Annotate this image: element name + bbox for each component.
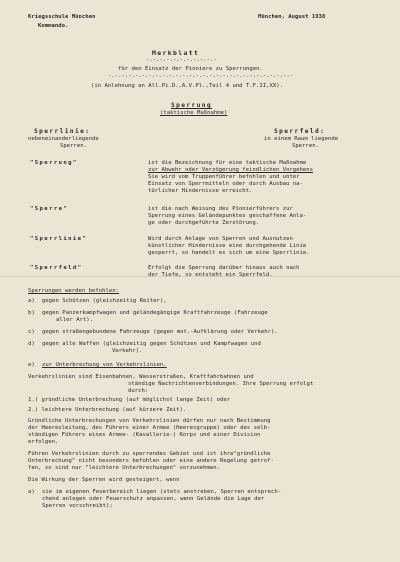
- title-rule: -.-.-.-.-.-.-.-.-.-.-: [146, 57, 217, 63]
- org-line-1: Kriegsschule München: [28, 14, 96, 20]
- order-label: a): [28, 298, 35, 304]
- place-date: München, August 1938: [258, 14, 326, 20]
- def-sperre-line: ist die nach Weisung des Pionierführers zur: [148, 206, 293, 212]
- order-text: gegen straßengebundene Fahrzeuge (gegen mot.-Aufklärung oder Verkehr).: [42, 329, 278, 335]
- def-sperrlinie-line: Wird durch Anlage von Sperren und Ausnutzen: [148, 236, 293, 242]
- def-sperrung-line: Einsatz von Sperrmitteln oder durch Ausbau na-: [148, 181, 303, 187]
- traffic-para: Unterbrechung" nicht besonders befohlen oder eine andere Regelung getrof-: [28, 458, 274, 464]
- def-sperrung-line: zur Abwehr oder Verzögerung feindlichen Vorgehens: [148, 167, 314, 173]
- order-text: aller Art).: [56, 317, 94, 323]
- def-sperrlinie-line: gesperrt, so handelt es sich um eine Sperrlinie.: [148, 250, 310, 256]
- term-sperrfeld: "Sperrfeld": [30, 265, 83, 271]
- order-text: Verkehr).: [112, 348, 143, 354]
- sperrlinie-desc-2: Sperren.: [60, 143, 87, 149]
- def-sperrlinie-line: künstlicher Hindernisse eine durchgehende Linie: [148, 243, 307, 249]
- order-text: gegen Panzerkampfwagen und geländegängige Kraftfahrzeuge (Fahrzeuge: [42, 310, 268, 316]
- effect-text: chend anlegen oder Feuerschutz anpassen, wenn Gelände die Lage der: [42, 496, 265, 502]
- def-sperrung-line: ist die Bezeichnung für eine taktische Maßnahme: [148, 160, 307, 166]
- traffic-para: Führen Verkehrslinien durch zu sperrendes Gebiet und ist ihre"gründliche: [28, 451, 271, 457]
- traffic-text: Verkehrslinien sind Eisenbahnen, Wasserstraßen, Kraftfahrbahnen und: [28, 374, 254, 380]
- traffic-text: durch:: [128, 388, 149, 394]
- sperrlinie-title: Sperrlinie:: [34, 128, 91, 135]
- effect-heading: Die Wirkung der Sperren wird gesteigert, wenn: [28, 477, 180, 483]
- traffic-para: erfolgen.: [28, 439, 59, 445]
- orders-heading: Sperrungen werden befohlen:: [28, 288, 119, 294]
- traffic-para: ständigen Führers eines Armee- (Kavallerie-) Korps und einer Division: [28, 432, 261, 438]
- order-label: d): [28, 341, 35, 347]
- def-sperrung-line: Sie wird vom Truppenführer befohlen und unter: [148, 174, 300, 180]
- traffic-para: Gründliche Unterbrechungen von Verkehrslinien dürfen nur nach Bestimmung: [28, 418, 271, 424]
- section-heading-sperrung: Sperrung: [171, 102, 213, 109]
- def-sperre-line: Sperrung eines Geländepunktes geschaffene Anla-: [148, 213, 307, 219]
- effect-text: Sperren vorschreibt);: [42, 503, 113, 509]
- order-text: gegen alle Waffen (gleichzeitig gegen Schützen und Kampfwagen und: [42, 341, 261, 347]
- term-sperrlinie: "Sperrlinie": [30, 236, 88, 242]
- sperrfeld-desc-2: Sperren.: [292, 143, 319, 149]
- sperrfeld-title: Sperrfeld:: [274, 128, 326, 135]
- def-sperrung-line: türlicher Hindernisse erreicht.: [148, 188, 253, 194]
- def-sperrfeld-line: Erfolgt die Sperrung darüber hinaus auch nach: [148, 265, 300, 271]
- order-text: zur Unterbrechung von Verkehrslinien.: [42, 362, 167, 368]
- def-sperrfeld-line: der Tiefe, so entsteht ein Sperrfeld.: [148, 272, 273, 278]
- effect-text: sie im eigenen Feuerbereich liegen (stets anstreben, Sperren entsprech-: [42, 489, 282, 495]
- term-sperrung: "Sperrung": [30, 160, 78, 166]
- traffic-text: ständige Nachrichtenverbindungen. Ihre Sperrung erfolgt: [128, 381, 314, 387]
- org-line-2: Kommando.: [38, 23, 69, 29]
- order-label: e): [28, 362, 35, 368]
- traffic-item: 2.) leichtere Unterbrechung (auf kürzere Zeit).: [28, 407, 187, 413]
- order-label: c): [28, 329, 35, 335]
- sperrlinie-desc-1: nebeneinanderliegende: [28, 136, 99, 142]
- effect-label: a): [28, 489, 35, 495]
- doc-reference: (in Anlehnung an All.Pi.D.,A.V.Pl.,Teil 4 und T.F.II,XX).: [91, 83, 283, 89]
- order-label: b): [28, 310, 35, 316]
- traffic-para: der Heeresleitung, des Führers einer Armee (Heeresgruppe) oder des selb-: [28, 425, 271, 431]
- term-sperre: "Sperre": [30, 206, 69, 212]
- def-sperre-line: ge oder durchgeführte Zerstörung.: [148, 220, 260, 226]
- doc-title: Merkblatt: [152, 49, 200, 57]
- traffic-item: 1.) gründliche Unterbrechung (auf möglichst lange Zeit) oder: [28, 397, 231, 403]
- subtitle-rule: -.-.-.-.-.-.-.-.-.-.-.-.-.-.-.-.-.-.-.-.-.-.-.-.-.-.-.-: [108, 73, 294, 79]
- section-subheading: (taktische Maßnahme): [160, 110, 228, 116]
- sperrfeld-desc-1: in einem Raum liegende: [264, 136, 339, 142]
- order-text: gegen Schützen (gleichzeitig Reiter),: [42, 298, 167, 304]
- traffic-para: fen, so sind nur "leichtere Unterbrechungen" vorzunehmen.: [28, 465, 220, 471]
- doc-subtitle: für den Einsatz der Pioniere zu Sperrungen.: [118, 66, 263, 72]
